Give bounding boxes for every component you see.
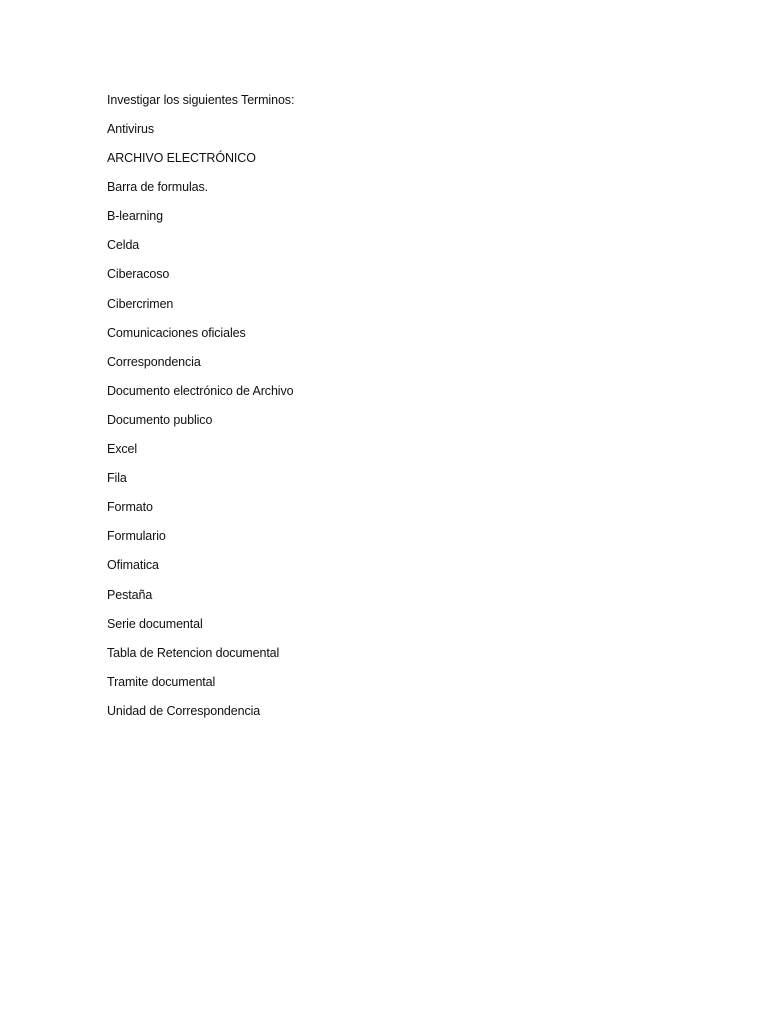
term-item: Formato — [107, 500, 153, 515]
term-item: Documento electrónico de Archivo — [107, 383, 294, 398]
instruction-heading: Investigar los siguientes Terminos: — [107, 93, 295, 107]
term-item: Ofimatica — [107, 558, 159, 573]
term-item: Tramite documental — [107, 674, 216, 689]
term-item: Cibercrimen — [107, 296, 174, 311]
term-item: Ciberacoso — [107, 267, 170, 282]
term-item: Barra de formulas. — [107, 180, 209, 195]
term-item: B-learning — [107, 209, 163, 224]
term-item: Comunicaciones oficiales — [107, 325, 246, 340]
term-item: Unidad de Correspondencia — [107, 703, 261, 718]
term-item: Fila — [107, 471, 127, 486]
term-item: Excel — [107, 442, 138, 457]
term-item: Antivirus — [107, 122, 155, 136]
document-content — [107, 92, 707, 732]
term-item: Celda — [107, 238, 140, 253]
term-item: Tabla de Retencion documental — [107, 645, 280, 660]
term-item: ARCHIVO ELECTRÓNICO — [107, 151, 256, 166]
term-item: Pestaña — [107, 587, 153, 602]
term-item: Formulario — [107, 529, 166, 544]
term-item: Serie documental — [107, 616, 203, 631]
term-item: Documento publico — [107, 412, 213, 427]
terms-list — [107, 121, 707, 719]
term-item: Correspondencia — [107, 354, 201, 369]
